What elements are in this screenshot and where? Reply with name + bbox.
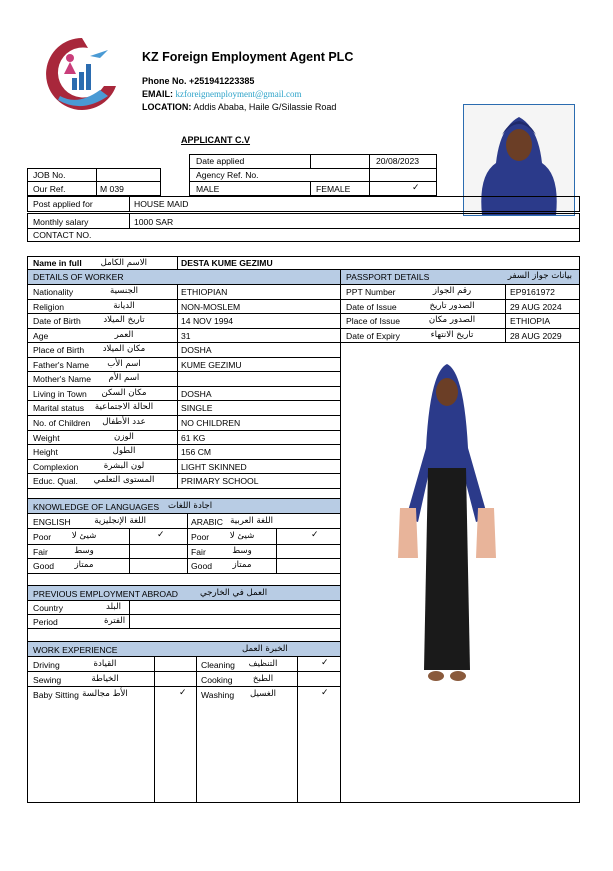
worker-row-value: SINGLE bbox=[181, 403, 213, 414]
work-skill-arabic: الأط مجالسة bbox=[82, 688, 128, 699]
lang-row-line bbox=[27, 544, 340, 545]
languages-title-arabic: اجادة اللغات bbox=[168, 501, 213, 511]
passport-row-label-arabic: الصدور تاريخ bbox=[429, 300, 475, 311]
worker-row-label: No. of Children bbox=[33, 417, 91, 428]
lang-level-arabic: ممتاز bbox=[232, 560, 252, 571]
company-location bbox=[142, 102, 336, 113]
lang-level-label: Poor bbox=[191, 532, 210, 542]
worker-row-line bbox=[27, 400, 340, 401]
worker-row-value: LIGHT SKINNED bbox=[181, 461, 247, 472]
passport-row-label-arabic: تاريخ الانتهاء bbox=[430, 329, 474, 340]
worker-row-label: Height bbox=[33, 447, 58, 458]
lang-level-label: Fair bbox=[33, 546, 48, 557]
passport-row-value: EP9161972 bbox=[510, 287, 555, 297]
date-applied-label: Date applied bbox=[196, 156, 245, 166]
worker-row-line bbox=[27, 430, 340, 431]
worker-row-label: Nationality bbox=[33, 287, 74, 297]
worker-row-line bbox=[27, 299, 340, 300]
worker-row-label: Place of Birth bbox=[33, 345, 85, 356]
worker-row-value: 61 KG bbox=[181, 432, 206, 443]
worker-row-value: NON-MOSLEM bbox=[181, 301, 241, 312]
worker-row-line bbox=[27, 342, 340, 343]
country-label: Country bbox=[33, 603, 64, 613]
worker-row-label-arabic: العمر bbox=[114, 329, 134, 340]
phone-value: +251941223385 bbox=[189, 76, 255, 86]
salary-label: Monthly salary bbox=[33, 217, 89, 227]
worker-row-label-arabic: لون البشرة bbox=[103, 460, 145, 471]
worker-row-value: 14 NOV 1994 bbox=[181, 316, 234, 327]
worker-row-value: 31 bbox=[181, 330, 191, 341]
worker-row-label-arabic: مكان الميلاد bbox=[102, 344, 146, 355]
lang-header-line bbox=[27, 528, 340, 529]
worker-row-label-arabic: مكان السكن bbox=[101, 387, 147, 398]
agency-ref-label: Agency Ref. No. bbox=[196, 170, 259, 180]
worker-row-label: Marital status bbox=[33, 403, 85, 414]
lang-level-label: Good bbox=[33, 561, 55, 572]
male-label: MALE bbox=[196, 184, 220, 194]
work-skill-label: Sewing bbox=[33, 674, 62, 685]
lang-level-arabic: شيئ لا bbox=[229, 531, 255, 541]
passport-row-label-arabic: الصدور مكان bbox=[428, 315, 476, 325]
phone-label: Phone No. bbox=[142, 76, 187, 86]
passport-row-label: Place of Issue bbox=[346, 316, 400, 326]
lang-level-label: Poor bbox=[33, 532, 52, 542]
work-skill-checkmark: ✓ bbox=[321, 687, 329, 698]
worker-row-label: Religion bbox=[33, 301, 65, 312]
worker-row-label-arabic: عدد الأطفال bbox=[102, 416, 146, 427]
lang-level-label: Good bbox=[191, 561, 213, 572]
location-value: Addis Ababa, Haile G/Silassie Road bbox=[193, 102, 337, 112]
passport-row-label: Date of Expiry bbox=[346, 330, 400, 341]
worker-row-label-arabic: اسم الأب bbox=[107, 358, 141, 369]
our-ref-label: Our Ref. bbox=[33, 184, 66, 194]
work-skill-arabic: الغسيل bbox=[250, 688, 276, 699]
work-skill-label: Cleaning bbox=[201, 660, 235, 670]
english-label-arabic: اللغة الإنجليزية bbox=[94, 516, 146, 526]
our-ref-value: M 039 bbox=[100, 184, 124, 194]
worker-row-label: Mother's Name bbox=[33, 374, 91, 385]
passport-row-line bbox=[340, 313, 580, 314]
worker-row-line bbox=[27, 459, 340, 460]
passport-row-line bbox=[340, 328, 580, 329]
worker-row-line bbox=[27, 328, 340, 329]
worker-row-label: Date of Birth bbox=[33, 316, 81, 327]
passport-row-line bbox=[340, 284, 580, 285]
job-no-label: JOB No. bbox=[33, 170, 66, 180]
worker-col-divider bbox=[177, 284, 178, 488]
passport-row-value: ETHIOPIA bbox=[510, 316, 551, 326]
post-value: HOUSE MAID bbox=[134, 199, 189, 209]
worker-bottom-line bbox=[27, 488, 340, 489]
gender-row bbox=[189, 181, 437, 196]
lang-level-arabic: ممتاز bbox=[74, 560, 94, 571]
passport-row-label: Date of Issue bbox=[346, 301, 397, 312]
passport-title: PASSPORT DETAILS bbox=[346, 272, 430, 282]
work-title-arabic: الخبرة العمل bbox=[242, 644, 288, 654]
country-label-arabic: البلد bbox=[106, 602, 121, 612]
worker-row-label-arabic: المستوى التعلمي bbox=[93, 475, 155, 486]
female-label: FEMALE bbox=[316, 184, 351, 194]
worker-row-line bbox=[27, 415, 340, 416]
work-title: WORK EXPERIENCE bbox=[33, 645, 118, 655]
work-skill-label: Cooking bbox=[201, 674, 233, 685]
worker-row-label: Father's Name bbox=[33, 359, 90, 370]
cv-title: APPLICANT C.V bbox=[181, 135, 251, 145]
company-phone bbox=[142, 76, 254, 87]
worker-row-line bbox=[27, 313, 340, 314]
salary-row bbox=[27, 213, 580, 229]
worker-row-value: DOSHA bbox=[181, 345, 212, 356]
name-label: Name in full bbox=[33, 258, 82, 268]
worker-row-label-arabic: الطول bbox=[112, 446, 136, 457]
female-checkmark: ✓ bbox=[412, 183, 420, 193]
worker-row-label-arabic: الحالة الاجتماعية bbox=[94, 402, 154, 413]
worker-row-line bbox=[27, 371, 340, 372]
work-skill-arabic: الطبخ bbox=[252, 673, 274, 684]
worker-row-label: Complexion bbox=[33, 461, 79, 472]
work-skill-label: Washing bbox=[201, 689, 235, 700]
lang-level-arabic: وسط bbox=[74, 545, 94, 556]
work-skill-checkmark: ✓ bbox=[321, 658, 329, 668]
name-value: DESTA KUME GEZIMU bbox=[181, 258, 273, 268]
english-label: ENGLISH bbox=[33, 517, 71, 527]
post-row bbox=[27, 196, 580, 212]
passport-row-value: 29 AUG 2024 bbox=[510, 301, 562, 312]
lang-level-arabic: شيئ لا bbox=[71, 531, 97, 541]
previous-title: PREVIOUS EMPLOYMENT ABROAD bbox=[33, 589, 179, 599]
work-row-line bbox=[27, 686, 340, 687]
worker-row-label: Educ. Qual. bbox=[33, 476, 78, 487]
work-skill-arabic: الخياطة bbox=[91, 673, 119, 684]
contact-label: CONTACT NO. bbox=[33, 230, 92, 240]
full-body-photo bbox=[392, 358, 502, 688]
worker-row-line bbox=[27, 444, 340, 445]
worker-row-label-arabic: الجنسية bbox=[109, 286, 138, 296]
lang-col-divider bbox=[276, 529, 277, 573]
worker-row-value: NO CHILDREN bbox=[181, 417, 241, 428]
passport-row-value: 28 AUG 2029 bbox=[510, 330, 562, 341]
work-skill-arabic: القيادة bbox=[93, 659, 117, 669]
worker-row-label: Weight bbox=[33, 432, 60, 443]
worker-row-label-arabic: تاريخ الميلاد bbox=[103, 315, 145, 326]
worker-row-label-arabic: الوزن bbox=[114, 431, 134, 442]
arabic-level-checkmark: ✓ bbox=[311, 530, 319, 540]
passport-col-divider bbox=[505, 284, 506, 342]
lang-row-line bbox=[27, 558, 340, 559]
location-label: LOCATION: bbox=[142, 102, 192, 112]
date-applied-value: 20/08/2023 bbox=[376, 156, 420, 166]
lang-level-label: Fair bbox=[191, 546, 206, 557]
languages-title: KNOWLEDGE OF LANGUAGES bbox=[33, 502, 160, 512]
worker-row-label: Age bbox=[33, 330, 49, 341]
lang-level-arabic: وسط bbox=[232, 545, 252, 556]
work-skill-label: Driving bbox=[33, 660, 60, 670]
previous-title-arabic: العمل في الخارجي bbox=[200, 588, 268, 598]
arabic-label-arabic: اللغة العربية bbox=[230, 516, 273, 526]
email-link[interactable]: kzforeignemployment@gmail.com bbox=[175, 89, 302, 99]
lang-col-divider bbox=[129, 529, 130, 573]
main-divider bbox=[340, 269, 341, 803]
worker-row-label-arabic: الديانة bbox=[113, 300, 135, 311]
company-email bbox=[142, 89, 302, 100]
worker-row-label: Living in Town bbox=[33, 388, 87, 399]
passport-title-arabic: بيانات جواز السفر bbox=[507, 271, 572, 281]
post-label: Post applied for bbox=[33, 199, 93, 209]
passport-bottom-line bbox=[340, 342, 580, 343]
period-label: Period bbox=[33, 617, 58, 627]
worker-row-line bbox=[27, 284, 340, 285]
lang-row-line bbox=[27, 573, 340, 574]
company-name: KZ Foreign Employment Agent PLC bbox=[142, 50, 354, 64]
worker-row-line bbox=[27, 473, 340, 474]
worker-row-label-arabic: اسم الأم bbox=[108, 373, 140, 384]
passport-row-label-arabic: رقم الجواز bbox=[432, 286, 472, 296]
company-logo bbox=[38, 34, 120, 114]
worker-row-value: 156 CM bbox=[181, 447, 212, 458]
work-skill-label: Baby Sitting bbox=[33, 689, 79, 700]
passport-row-line bbox=[340, 299, 580, 300]
worker-row-value: ETHIOPIAN bbox=[181, 287, 228, 297]
work-row-line bbox=[27, 671, 340, 672]
worker-row-value: KUME GEZIMU bbox=[181, 359, 242, 370]
english-level-checkmark: ✓ bbox=[157, 530, 165, 540]
period-label-arabic: الفترة bbox=[104, 616, 126, 626]
worker-title: DETAILS OF WORKER bbox=[33, 272, 124, 282]
arabic-label: ARABIC bbox=[191, 517, 223, 527]
work-skill-arabic: التنظيف bbox=[248, 659, 278, 669]
email-label: EMAIL: bbox=[142, 89, 173, 99]
name-label-arabic: الاسم الكامل bbox=[100, 258, 147, 268]
worker-row-value: PRIMARY SCHOOL bbox=[181, 476, 259, 487]
passport-row-label: PPT Number bbox=[346, 287, 396, 297]
work-skill-checkmark: ✓ bbox=[179, 687, 187, 698]
worker-row-line bbox=[27, 386, 340, 387]
contact-row bbox=[27, 228, 580, 242]
worker-row-line bbox=[27, 357, 340, 358]
worker-row-value: DOSHA bbox=[181, 388, 212, 399]
salary-value: 1000 SAR bbox=[134, 217, 174, 227]
